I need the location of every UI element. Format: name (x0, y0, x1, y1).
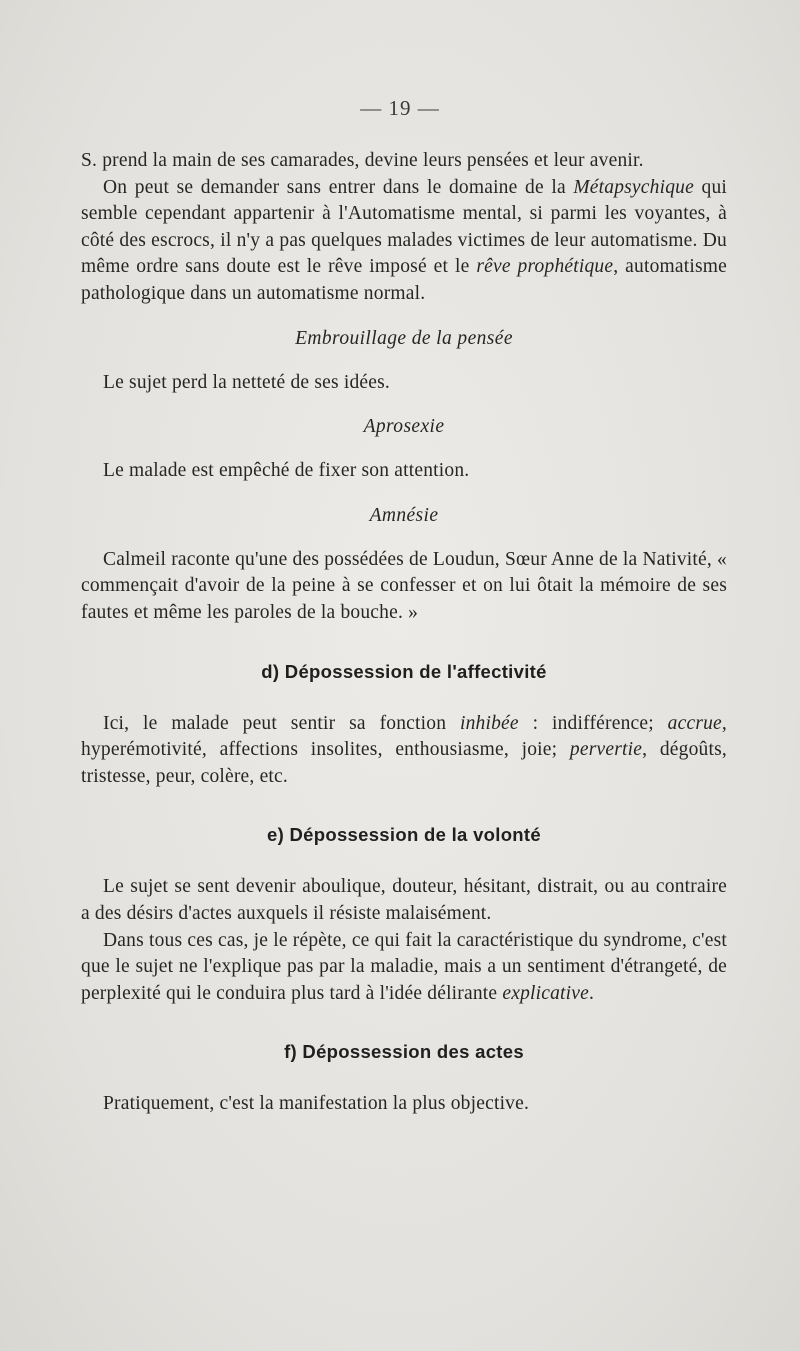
section-heading-e: e) Dépossession de la volonté (267, 824, 541, 846)
text-run: qui semble cependant appartenir à l'Automatisme mental, si parmi les voyantes, à côté des escrocs, il n'y a pas quelques malades victimes de leur automatisme. Du même ordre sans doute est le rêve imposé et le (81, 176, 728, 278)
italic-term-pervertie: pervertie (569, 739, 643, 761)
paragraph-1: S. prend la main de ses camarades, devine leurs pensées et leur avenir. (81, 150, 644, 171)
italic-term-accrue: accrue (667, 712, 722, 734)
italic-term-inhibee: inhibée (459, 712, 519, 734)
paragraph-2 (81, 175, 727, 308)
section-heading-d: d) Dépossession de l'affectivité (261, 660, 547, 682)
subheading-amnesie: Amnésie (369, 504, 439, 526)
text-run: , dégoûts, tristesse, peur, colère, etc. (81, 739, 727, 787)
subheading-embrouillage: Embrouillage de la pensée (295, 327, 513, 349)
italic-term-explicative: explicative (502, 982, 590, 1004)
paragraph-6 (81, 711, 727, 791)
subheading-aprosexie: Aprosexie (363, 416, 445, 438)
text-run: . (589, 982, 595, 1004)
paragraph-3: Le sujet perd la netteté de ses idées. (103, 371, 390, 393)
text-run: Dans tous ces cas, je le répète, ce qui fait la caractéristique du syndrome, c'est que le sujet ne l'explique pas par la maladie, mais a un sentiment d'étrangeté, de perplexité qui le conduira plus tard à l'idée délirante (81, 929, 727, 1004)
text-run: Ici, le malade peut sentir sa fonction (103, 712, 460, 734)
section-heading-f: f) Dépossession des actes (284, 1041, 524, 1063)
text-run: , automatisme pathologique dans un automatisme normal. (81, 256, 728, 304)
paragraph-9: Pratiquement, c'est la manifestation la plus objective. (103, 1093, 530, 1115)
text-run: : indifférence; (518, 712, 668, 734)
page-body (81, 148, 727, 1118)
paragraph-8 (81, 928, 727, 1008)
paragraph-5: Calmeil raconte qu'une des possédées de Loudun, Sœur Anne de la Nativité, « commençait d'avoir de la peine à se confesser et on lui ôtait la mémoire de ses fautes et même les paroles de la bouche. » (81, 548, 727, 623)
text-run: , hyperémotivité, affections insolites, enthousiasme, joie; (81, 712, 727, 761)
italic-term-metapsychique: Métapsychique (573, 176, 694, 198)
italic-term-reve-prophetique: rêve prophétique (476, 256, 614, 278)
paragraph-4: Le malade est empêché de fixer son attention. (103, 460, 470, 482)
page-number: — 19 — (360, 96, 440, 120)
text-run: On peut se demander sans entrer dans le domaine de la (103, 176, 574, 198)
paragraph-7: Le sujet se sent devenir aboulique, douteur, hésitant, distrait, ou au contraire a des désirs d'actes auxquels il résiste malaisément. (81, 876, 727, 924)
